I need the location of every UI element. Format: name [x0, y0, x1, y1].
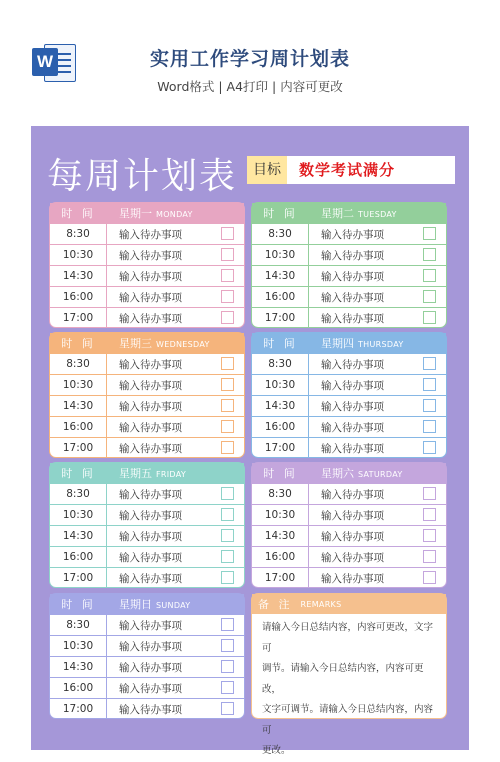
notes-panel — [251, 593, 447, 756]
task-checkbox[interactable] — [423, 378, 436, 391]
notes-line: 请输入今日总结内容，内容可更改，文字可 — [262, 622, 434, 654]
task-row — [50, 395, 244, 416]
task-checkbox[interactable] — [423, 550, 436, 563]
day-name: 星期一 — [119, 207, 152, 220]
task-row — [252, 286, 446, 307]
task-text[interactable]: 输入待办事项 — [119, 551, 182, 564]
task-time: 14:30 — [50, 526, 107, 546]
task-checkbox[interactable] — [423, 399, 436, 412]
task-row — [50, 286, 244, 307]
day-name-en: WEDNESDAY — [156, 340, 210, 349]
task-text[interactable]: 输入待办事项 — [119, 400, 182, 413]
task-row — [50, 698, 244, 719]
task-row — [50, 416, 244, 437]
task-time: 8:30 — [50, 354, 107, 374]
day-header — [252, 203, 446, 223]
task-checkbox[interactable] — [423, 357, 436, 370]
day-panel-saturday — [251, 462, 447, 588]
task-row — [252, 223, 446, 244]
weekly-planner-card — [31, 126, 469, 756]
word-icon: W — [32, 42, 76, 82]
day-name: 星期五 — [119, 467, 152, 480]
task-text[interactable]: 输入待办事项 — [321, 291, 384, 304]
task-checkbox[interactable] — [221, 660, 234, 673]
task-row — [50, 374, 244, 395]
task-text[interactable]: 输入待办事项 — [321, 249, 384, 262]
task-time: 10:30 — [252, 505, 309, 525]
task-time: 14:30 — [252, 396, 309, 416]
task-time: 17:00 — [50, 308, 107, 328]
task-text[interactable]: 输入待办事项 — [119, 619, 182, 632]
task-checkbox[interactable] — [221, 487, 234, 500]
doc-title: 实用工作学习周计划表 — [149, 48, 350, 70]
time-header: 时 间 — [263, 337, 298, 350]
task-text[interactable]: 输入待办事项 — [321, 488, 384, 501]
task-text[interactable]: 输入待办事项 — [321, 572, 384, 585]
task-row — [252, 265, 446, 286]
task-text[interactable]: 输入待办事项 — [321, 358, 384, 371]
day-title — [107, 465, 186, 481]
time-header: 时 间 — [61, 598, 96, 611]
task-checkbox[interactable] — [221, 378, 234, 391]
task-row — [252, 525, 446, 546]
day-panel-thursday — [251, 332, 447, 458]
task-text[interactable]: 输入待办事项 — [321, 421, 384, 434]
task-checkbox[interactable] — [221, 227, 234, 240]
time-header: 时 间 — [61, 207, 96, 220]
task-text[interactable]: 输入待办事项 — [321, 312, 384, 325]
task-checkbox[interactable] — [221, 357, 234, 370]
task-text[interactable]: 输入待办事项 — [321, 551, 384, 564]
task-text[interactable]: 输入待办事项 — [321, 228, 384, 241]
day-panel-tuesday — [251, 202, 447, 328]
task-checkbox[interactable] — [221, 399, 234, 412]
task-checkbox[interactable] — [221, 420, 234, 433]
day-name-en: SUNDAY — [156, 601, 191, 610]
task-text[interactable]: 输入待办事项 — [119, 421, 182, 434]
task-checkbox[interactable] — [221, 571, 234, 584]
task-checkbox[interactable] — [423, 269, 436, 282]
task-text[interactable]: 输入待办事项 — [119, 530, 182, 543]
task-row — [50, 525, 244, 546]
task-time: 17:00 — [252, 308, 309, 328]
task-checkbox[interactable] — [221, 681, 234, 694]
task-text[interactable]: 输入待办事项 — [119, 249, 182, 262]
task-text[interactable]: 输入待办事项 — [119, 379, 182, 392]
task-row — [50, 614, 244, 635]
task-checkbox[interactable] — [423, 248, 436, 261]
task-row — [252, 395, 446, 416]
task-text[interactable]: 输入待办事项 — [119, 228, 182, 241]
task-time: 8:30 — [50, 615, 107, 635]
task-time: 16:00 — [50, 417, 107, 437]
day-title — [309, 465, 403, 481]
task-time: 8:30 — [252, 484, 309, 504]
task-time: 17:00 — [50, 699, 107, 719]
task-row — [50, 546, 244, 567]
day-title — [107, 205, 193, 221]
day-panel-friday — [49, 462, 245, 588]
time-header: 时 间 — [61, 467, 96, 480]
task-row — [50, 244, 244, 265]
task-text[interactable]: 输入待办事项 — [321, 270, 384, 283]
task-text[interactable]: 输入待办事项 — [119, 358, 182, 371]
day-panel-monday — [49, 202, 245, 328]
task-checkbox[interactable] — [221, 290, 234, 303]
notes-line: 调节。请输入今日总结内容，内容可更改， — [262, 663, 424, 695]
task-row — [50, 656, 244, 677]
task-checkbox[interactable] — [423, 311, 436, 324]
task-text[interactable]: 输入待办事项 — [321, 530, 384, 543]
task-checkbox[interactable] — [423, 227, 436, 240]
task-row — [252, 546, 446, 567]
task-text[interactable]: 输入待办事项 — [119, 703, 182, 716]
task-text[interactable]: 输入待办事项 — [119, 661, 182, 674]
goal-value[interactable]: 数学考试满分 — [287, 156, 455, 184]
task-checkbox[interactable] — [221, 702, 234, 715]
day-name: 星期三 — [119, 337, 152, 350]
task-checkbox[interactable] — [221, 269, 234, 282]
task-row — [252, 567, 446, 588]
day-panel-sunday — [49, 593, 245, 719]
task-row — [50, 437, 244, 458]
day-name: 星期二 — [321, 207, 354, 220]
task-time: 17:00 — [50, 568, 107, 588]
task-row — [252, 307, 446, 328]
task-time: 16:00 — [252, 547, 309, 567]
doc-subtitle: Word格式 | A4打印 | 内容可更改 — [157, 79, 343, 94]
time-header: 时 间 — [263, 207, 298, 220]
task-row — [252, 483, 446, 504]
task-time: 16:00 — [252, 417, 309, 437]
task-checkbox[interactable] — [221, 248, 234, 261]
task-time: 8:30 — [252, 354, 309, 374]
task-time: 16:00 — [252, 287, 309, 307]
notes-body[interactable] — [252, 614, 446, 762]
day-name-en: FRIDAY — [156, 470, 187, 479]
task-time: 16:00 — [50, 678, 107, 698]
day-title — [309, 205, 397, 221]
task-row — [50, 567, 244, 588]
day-name-en: TUESDAY — [358, 210, 397, 219]
task-checkbox[interactable] — [221, 618, 234, 631]
task-time: 8:30 — [50, 224, 107, 244]
task-text[interactable]: 输入待办事项 — [119, 312, 182, 325]
task-row — [50, 635, 244, 656]
task-text[interactable]: 输入待办事项 — [119, 488, 182, 501]
task-time: 10:30 — [50, 245, 107, 265]
notes-title: 备 注 — [258, 598, 293, 611]
task-row — [50, 265, 244, 286]
task-text[interactable]: 输入待办事项 — [321, 509, 384, 522]
day-name-en: THURSDAY — [358, 340, 404, 349]
task-row — [252, 244, 446, 265]
task-text[interactable]: 输入待办事项 — [119, 442, 182, 455]
task-row — [252, 504, 446, 525]
day-header — [50, 333, 244, 353]
task-row — [50, 504, 244, 525]
task-row — [50, 677, 244, 698]
task-time: 8:30 — [252, 224, 309, 244]
task-checkbox[interactable] — [423, 508, 436, 521]
task-checkbox[interactable] — [423, 571, 436, 584]
task-checkbox[interactable] — [423, 290, 436, 303]
task-text[interactable]: 输入待办事项 — [119, 572, 182, 585]
day-header — [50, 203, 244, 223]
notes-header — [252, 594, 446, 614]
task-time: 14:30 — [50, 266, 107, 286]
task-time: 14:30 — [252, 266, 309, 286]
task-time: 17:00 — [252, 568, 309, 588]
day-name: 星期日 — [119, 598, 152, 611]
task-time: 14:30 — [50, 396, 107, 416]
notes-line: 文字可调节。请输入今日总结内容，内容可 — [262, 704, 434, 736]
task-checkbox[interactable] — [221, 529, 234, 542]
task-row — [50, 483, 244, 504]
goal-label: 目标 — [247, 156, 287, 184]
task-checkbox[interactable] — [221, 639, 234, 652]
task-time: 10:30 — [252, 375, 309, 395]
task-time: 14:30 — [50, 657, 107, 677]
task-checkbox[interactable] — [423, 529, 436, 542]
task-time: 14:30 — [252, 526, 309, 546]
task-time: 10:30 — [252, 245, 309, 265]
day-header — [50, 463, 244, 483]
task-checkbox[interactable] — [423, 487, 436, 500]
doc-header — [0, 0, 500, 120]
time-header: 时 间 — [61, 337, 96, 350]
task-row — [252, 416, 446, 437]
day-name: 星期四 — [321, 337, 354, 350]
task-text[interactable]: 输入待办事项 — [321, 400, 384, 413]
day-title — [309, 335, 404, 351]
task-text[interactable]: 输入待办事项 — [119, 270, 182, 283]
task-time: 10:30 — [50, 636, 107, 656]
day-header — [50, 594, 244, 614]
time-header: 时 间 — [263, 467, 298, 480]
task-row — [50, 353, 244, 374]
day-title — [107, 335, 210, 351]
planner-title: 每周计划表 — [47, 156, 238, 197]
notes-title-en: REMARKS — [300, 599, 342, 609]
day-name-en: MONDAY — [156, 210, 193, 219]
day-header — [252, 463, 446, 483]
task-checkbox[interactable] — [221, 550, 234, 563]
task-time: 17:00 — [50, 438, 107, 458]
task-row — [50, 307, 244, 328]
notes-line: 更改。 — [262, 745, 291, 756]
task-checkbox[interactable] — [423, 441, 436, 454]
day-header — [252, 333, 446, 353]
task-text[interactable]: 输入待办事项 — [119, 640, 182, 653]
task-time: 16:00 — [50, 287, 107, 307]
task-text[interactable]: 输入待办事项 — [321, 379, 384, 392]
task-time: 8:30 — [50, 484, 107, 504]
task-time: 17:00 — [252, 438, 309, 458]
task-checkbox[interactable] — [423, 420, 436, 433]
task-row — [252, 353, 446, 374]
day-name: 星期六 — [321, 467, 354, 480]
task-time: 16:00 — [50, 547, 107, 567]
task-text[interactable]: 输入待办事项 — [119, 291, 182, 304]
day-panel-wednesday — [49, 332, 245, 458]
task-text[interactable]: 输入待办事项 — [321, 442, 384, 455]
task-checkbox[interactable] — [221, 508, 234, 521]
task-row — [252, 374, 446, 395]
day-title — [107, 596, 190, 612]
task-time: 10:30 — [50, 375, 107, 395]
task-row — [50, 223, 244, 244]
task-row — [252, 437, 446, 458]
task-text[interactable]: 输入待办事项 — [119, 682, 182, 695]
task-time: 10:30 — [50, 505, 107, 525]
task-text[interactable]: 输入待办事项 — [119, 509, 182, 522]
day-name-en: SATURDAY — [358, 470, 403, 479]
task-checkbox[interactable] — [221, 441, 234, 454]
task-checkbox[interactable] — [221, 311, 234, 324]
